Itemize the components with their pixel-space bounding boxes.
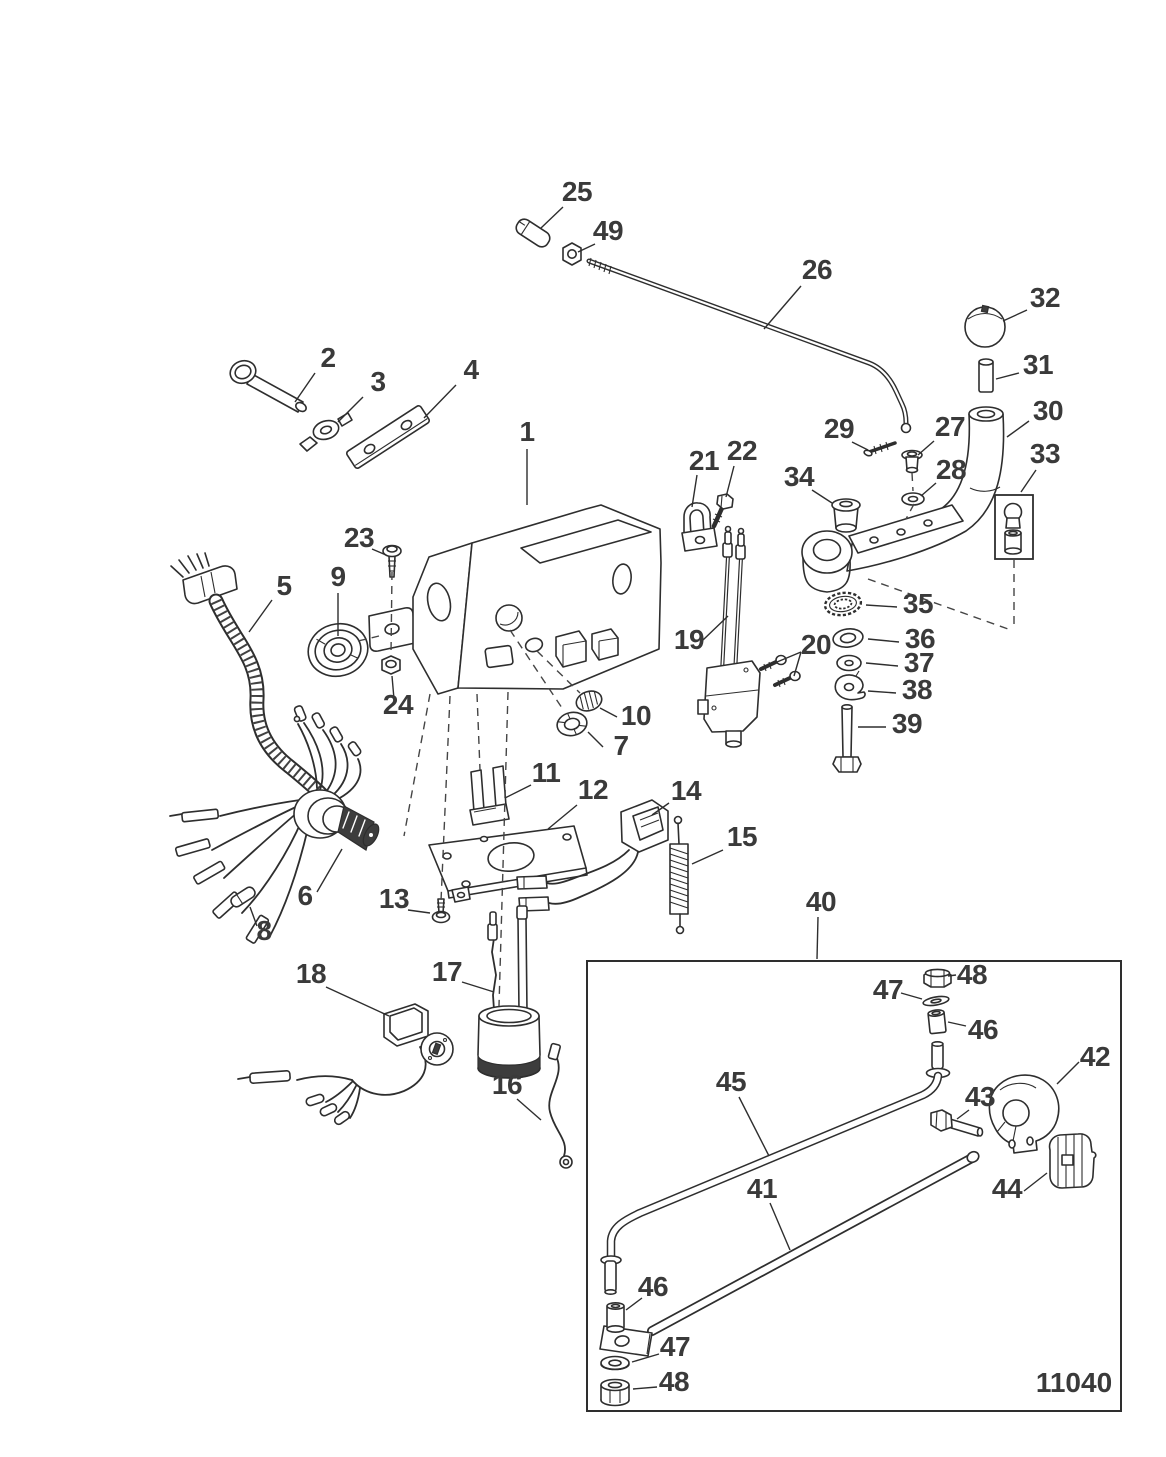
part-screw-13 bbox=[433, 899, 450, 923]
part-lockwasher-35 bbox=[824, 591, 863, 618]
leader-5 bbox=[249, 600, 272, 632]
part-connector-6 bbox=[294, 790, 382, 850]
callout-16: 16 bbox=[491, 1069, 523, 1100]
callout-43: 43 bbox=[964, 1081, 996, 1112]
part-clamp-42 bbox=[989, 1075, 1058, 1153]
callout-29: 29 bbox=[823, 413, 855, 444]
part-rod-26 bbox=[589, 258, 911, 433]
part-nut-24 bbox=[382, 656, 400, 674]
callout-46-upper: 46 bbox=[967, 1014, 999, 1045]
part-cable-16 bbox=[548, 1043, 572, 1168]
leader-45 bbox=[739, 1097, 769, 1156]
part-clamp-21 bbox=[682, 503, 717, 551]
callout-40: 40 bbox=[805, 886, 837, 917]
callout-41: 41 bbox=[746, 1173, 778, 1204]
leader-31 bbox=[996, 373, 1019, 379]
callout-37: 37 bbox=[903, 647, 935, 678]
callout-35: 35 bbox=[902, 588, 934, 619]
part-assembly-17 bbox=[478, 906, 540, 1078]
callout-28: 28 bbox=[935, 454, 967, 485]
part-bolt-43 bbox=[931, 1110, 983, 1136]
callout-47-upper: 47 bbox=[872, 974, 904, 1005]
part-clip-44 bbox=[1050, 1134, 1096, 1188]
part-plate-4 bbox=[346, 405, 431, 470]
part-washer-47-upper bbox=[923, 995, 950, 1007]
dashed-line bbox=[868, 579, 1008, 629]
part-nut-49 bbox=[563, 243, 581, 265]
leader-37 bbox=[866, 663, 898, 666]
leader-47-upper bbox=[901, 993, 922, 999]
part-plate-12 bbox=[429, 826, 587, 902]
leader-36 bbox=[868, 639, 899, 642]
callout-13: 13 bbox=[378, 883, 410, 914]
part-bracket-11 bbox=[470, 766, 509, 825]
leader-22 bbox=[726, 466, 734, 497]
part-bolt-2 bbox=[227, 357, 308, 413]
callout-36: 36 bbox=[904, 623, 936, 654]
part-pin-8 bbox=[229, 885, 257, 908]
callout-45: 45 bbox=[715, 1066, 747, 1097]
callout-19: 19 bbox=[673, 624, 705, 655]
callout-9: 9 bbox=[330, 561, 346, 592]
dashed-line bbox=[912, 473, 913, 491]
callout-30: 30 bbox=[1032, 395, 1064, 426]
callout-3: 3 bbox=[370, 366, 386, 397]
callout-22: 22 bbox=[726, 435, 758, 466]
figure-number: 11040 bbox=[1035, 1367, 1113, 1398]
callout-2: 2 bbox=[320, 342, 336, 373]
callout-12: 12 bbox=[577, 774, 609, 805]
leader-7 bbox=[588, 732, 603, 747]
part-screw-22 bbox=[713, 494, 733, 526]
part-nut-48-lower bbox=[601, 1380, 629, 1406]
leader-41 bbox=[770, 1203, 790, 1250]
part-bushing-46-upper bbox=[928, 1009, 946, 1034]
leader-13 bbox=[408, 910, 430, 913]
leader-42 bbox=[1057, 1062, 1079, 1084]
part-housing-1 bbox=[369, 505, 661, 694]
leader-6 bbox=[317, 849, 342, 892]
part-nut-48-upper bbox=[924, 969, 951, 987]
leader-4 bbox=[424, 385, 456, 418]
leader-48-lower bbox=[633, 1387, 657, 1389]
part-pin-25 bbox=[514, 216, 553, 249]
callout-38: 38 bbox=[901, 674, 933, 705]
callout-48-upper: 48 bbox=[956, 959, 988, 990]
leader-34 bbox=[812, 490, 832, 503]
callout-26: 26 bbox=[801, 254, 833, 285]
callout-24: 24 bbox=[382, 689, 414, 720]
callout-46-lower: 46 bbox=[637, 1271, 669, 1302]
part-bolt-39 bbox=[833, 705, 861, 772]
callout-18: 18 bbox=[295, 958, 327, 989]
leader-46-upper bbox=[948, 1022, 966, 1026]
leader-27 bbox=[918, 441, 934, 455]
callout-15: 15 bbox=[726, 821, 758, 852]
part-washer-47-lower bbox=[601, 1357, 629, 1370]
leader-15 bbox=[692, 850, 723, 864]
leader-25 bbox=[541, 207, 563, 228]
callout-20: 20 bbox=[800, 629, 832, 660]
leader-30 bbox=[1007, 421, 1029, 437]
callout-42: 42 bbox=[1079, 1041, 1111, 1072]
part-rod-45 bbox=[601, 1042, 950, 1294]
callout-31: 31 bbox=[1022, 349, 1054, 380]
leader-38 bbox=[868, 691, 896, 693]
callout-21: 21 bbox=[688, 445, 720, 476]
callout-10: 10 bbox=[620, 700, 652, 731]
callout-49: 49 bbox=[592, 215, 624, 246]
callout-34: 34 bbox=[783, 461, 815, 492]
leader-29 bbox=[852, 442, 868, 450]
part-rod-41 bbox=[600, 1150, 981, 1356]
leader-28 bbox=[921, 483, 936, 496]
leader-10 bbox=[600, 708, 617, 717]
part-washer-28 bbox=[902, 493, 924, 505]
callout-8: 8 bbox=[256, 915, 272, 946]
leader-48-upper bbox=[948, 975, 956, 976]
callout-39: 39 bbox=[891, 708, 923, 739]
callout-11: 11 bbox=[531, 757, 561, 788]
callout-27: 27 bbox=[934, 411, 966, 442]
leader-44 bbox=[1024, 1173, 1047, 1191]
leader-26 bbox=[764, 286, 801, 329]
callout-7: 7 bbox=[613, 730, 629, 761]
leader-18 bbox=[326, 987, 389, 1016]
part-knob-32 bbox=[965, 305, 1005, 347]
callout-32: 32 bbox=[1029, 282, 1061, 313]
callout-47-lower: 47 bbox=[659, 1331, 691, 1362]
leader-40 bbox=[817, 917, 818, 959]
leader-35 bbox=[866, 605, 897, 607]
callout-48-lower: 48 bbox=[658, 1366, 690, 1397]
callout-44: 44 bbox=[991, 1173, 1023, 1204]
callout-6: 6 bbox=[297, 880, 313, 911]
part-keyswitch-18 bbox=[238, 1004, 453, 1126]
part-washer-3 bbox=[300, 413, 352, 451]
callout-25: 25 bbox=[561, 176, 593, 207]
callout-5: 5 bbox=[276, 570, 292, 601]
callout-23: 23 bbox=[343, 522, 375, 553]
callout-1: 1 bbox=[519, 416, 535, 447]
callout-17: 17 bbox=[431, 956, 463, 987]
leader-2 bbox=[295, 373, 315, 402]
part-harness-5 bbox=[170, 553, 382, 944]
part-grommet-7 bbox=[555, 710, 589, 739]
part-pin-31 bbox=[979, 359, 993, 392]
callout-14: 14 bbox=[670, 775, 702, 806]
callout-4: 4 bbox=[463, 354, 479, 385]
leader-16 bbox=[517, 1099, 541, 1120]
part-spring-15 bbox=[670, 817, 688, 934]
part-kit-33 bbox=[995, 495, 1033, 559]
part-washer-36 bbox=[832, 627, 864, 649]
dashed-line bbox=[477, 694, 480, 770]
part-clip-38 bbox=[835, 671, 865, 700]
callout-33: 33 bbox=[1029, 438, 1061, 469]
part-bushing-34 bbox=[832, 499, 860, 532]
leader-32 bbox=[1003, 310, 1027, 321]
leader-33 bbox=[1021, 470, 1036, 492]
leader-11 bbox=[505, 785, 531, 798]
part-washer-37 bbox=[837, 656, 861, 671]
leader-17 bbox=[462, 982, 494, 992]
part-bushing-46-lower bbox=[607, 1303, 624, 1332]
